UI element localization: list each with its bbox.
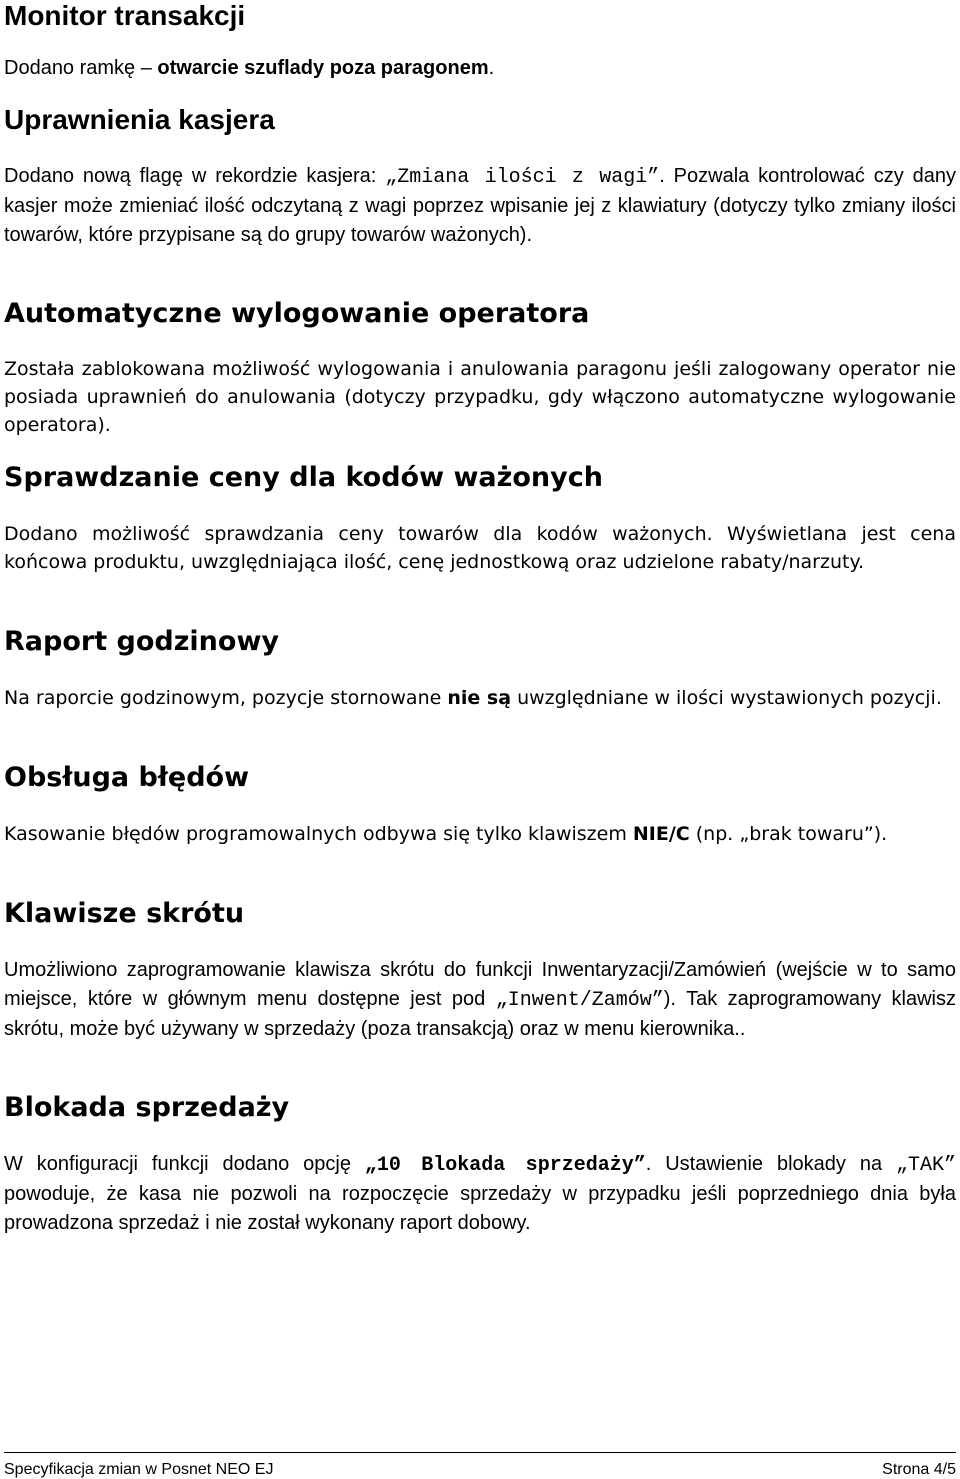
bold-nie-sa: nie są: [447, 687, 512, 709]
bold-nie-c-key: NIE/C: [632, 823, 690, 845]
paragraph-uprawnienia-kasjera: Dodano nową flagę w rekordzie kasjera: „Zmiana ilości z wagi”. Pozwala kontrolować czy dany kasjer może zmieniać ilość odczytaną z wagi poprzez wpisanie jej z klawiatury (dotyczy tylko zmiany ilości towarów, które przypisane są do grupy towarów ważonych).: [4, 165, 957, 246]
heading-obsluga-bledow: Obsługa błędów: [4, 762, 250, 793]
paragraph-blokada-sprzedazy: W konfiguracji funkcji dodano opcję „10 Blokada sprzedaży”. Ustawienie blokady na „TAK” powoduje, że kasa nie pozwoli na rozpoczęcie sprzedaży w przypadku jeśli poprzedniego dnia była prowadzona sprzedaż i nie został wykonany raport dobowy.: [4, 1153, 957, 1234]
section-blokada-sprzedazy: [4, 1092, 956, 1238]
heading-raport-godzinowy: Raport godzinowy: [4, 626, 279, 657]
section-automatyczne-wylogowanie: [4, 298, 956, 439]
bold-drawer-text: otwarcie szuflady poza paragonem: [157, 57, 489, 79]
section-uprawnienia-kasjera: [4, 104, 956, 250]
heading-automatyczne-wylogowanie: Automatyczne wylogowanie operatora: [4, 298, 590, 329]
menu-name: „Inwent/Zamów”: [495, 989, 664, 1012]
heading-monitor-transakcji: Monitor transakcji: [4, 0, 246, 31]
page-footer: [4, 1452, 956, 1478]
section-raport-godzinowy: [4, 626, 956, 712]
footer-document-title: Specyfikacja zmian w Posnet NEO EJ: [4, 1461, 274, 1478]
footer-page-number: Strona 4/5: [882, 1461, 956, 1478]
option-name: „10 Blokada sprzedaży”: [364, 1154, 646, 1177]
section-sprawdzanie-ceny: [4, 462, 956, 576]
section-obsluga-bledow: [4, 762, 956, 848]
flag-name: „Zmiana ilości z wagi”: [385, 166, 660, 189]
section-klawisze-skrotu: [4, 898, 956, 1044]
option-value: „TAK”: [896, 1154, 957, 1177]
paragraph-monitor-transakcji: Dodano ramkę – otwarcie szuflady poza paragonem.: [4, 57, 495, 79]
section-monitor-transakcji: [4, 0, 956, 83]
heading-sprawdzanie-ceny: Sprawdzanie ceny dla kodów ważonych: [4, 462, 603, 493]
paragraph-raport-godzinowy: Na raporcie godzinowym, pozycje stornowane nie są uwzględniane w ilości wystawionych pozycji.: [4, 687, 942, 709]
heading-blokada-sprzedazy: Blokada sprzedaży: [4, 1092, 290, 1123]
heading-klawisze-skrotu: Klawisze skrótu: [4, 898, 245, 929]
paragraph-automatyczne-wylogowanie: Została zablokowana możliwość wylogowania i anulowania paragonu jeśli zalogowany operator nie posiada uprawnień do anulowania (dotyczy przypadku, gdy włączono automatyczne wylogowanie operatora).: [4, 358, 956, 436]
heading-uprawnienia-kasjera: Uprawnienia kasjera: [4, 104, 275, 135]
paragraph-klawisze-skrotu: Umożliwiono zaprogramowanie klawisza skrótu do funkcji Inwentaryzacji/Zamówień (wejście w to samo miejsce, które w głównym menu dostępne jest pod „Inwent/Zamów”). Tak zaprogramowany klawisz skrótu, może być używany w sprzedaży (poza transakcją) oraz w menu kierownika..: [4, 959, 956, 1040]
paragraph-obsluga-bledow: Kasowanie błędów programowalnych odbywa się tylko klawiszem NIE/C (np. „brak towaru”).: [4, 823, 888, 845]
paragraph-sprawdzanie-ceny: Dodano możliwość sprawdzania ceny towarów dla kodów ważonych. Wyświetlana jest cena końcowa produktu, uwzględniająca ilość, cenę jednostkową oraz udzielone rabaty/narzuty.: [4, 523, 956, 573]
